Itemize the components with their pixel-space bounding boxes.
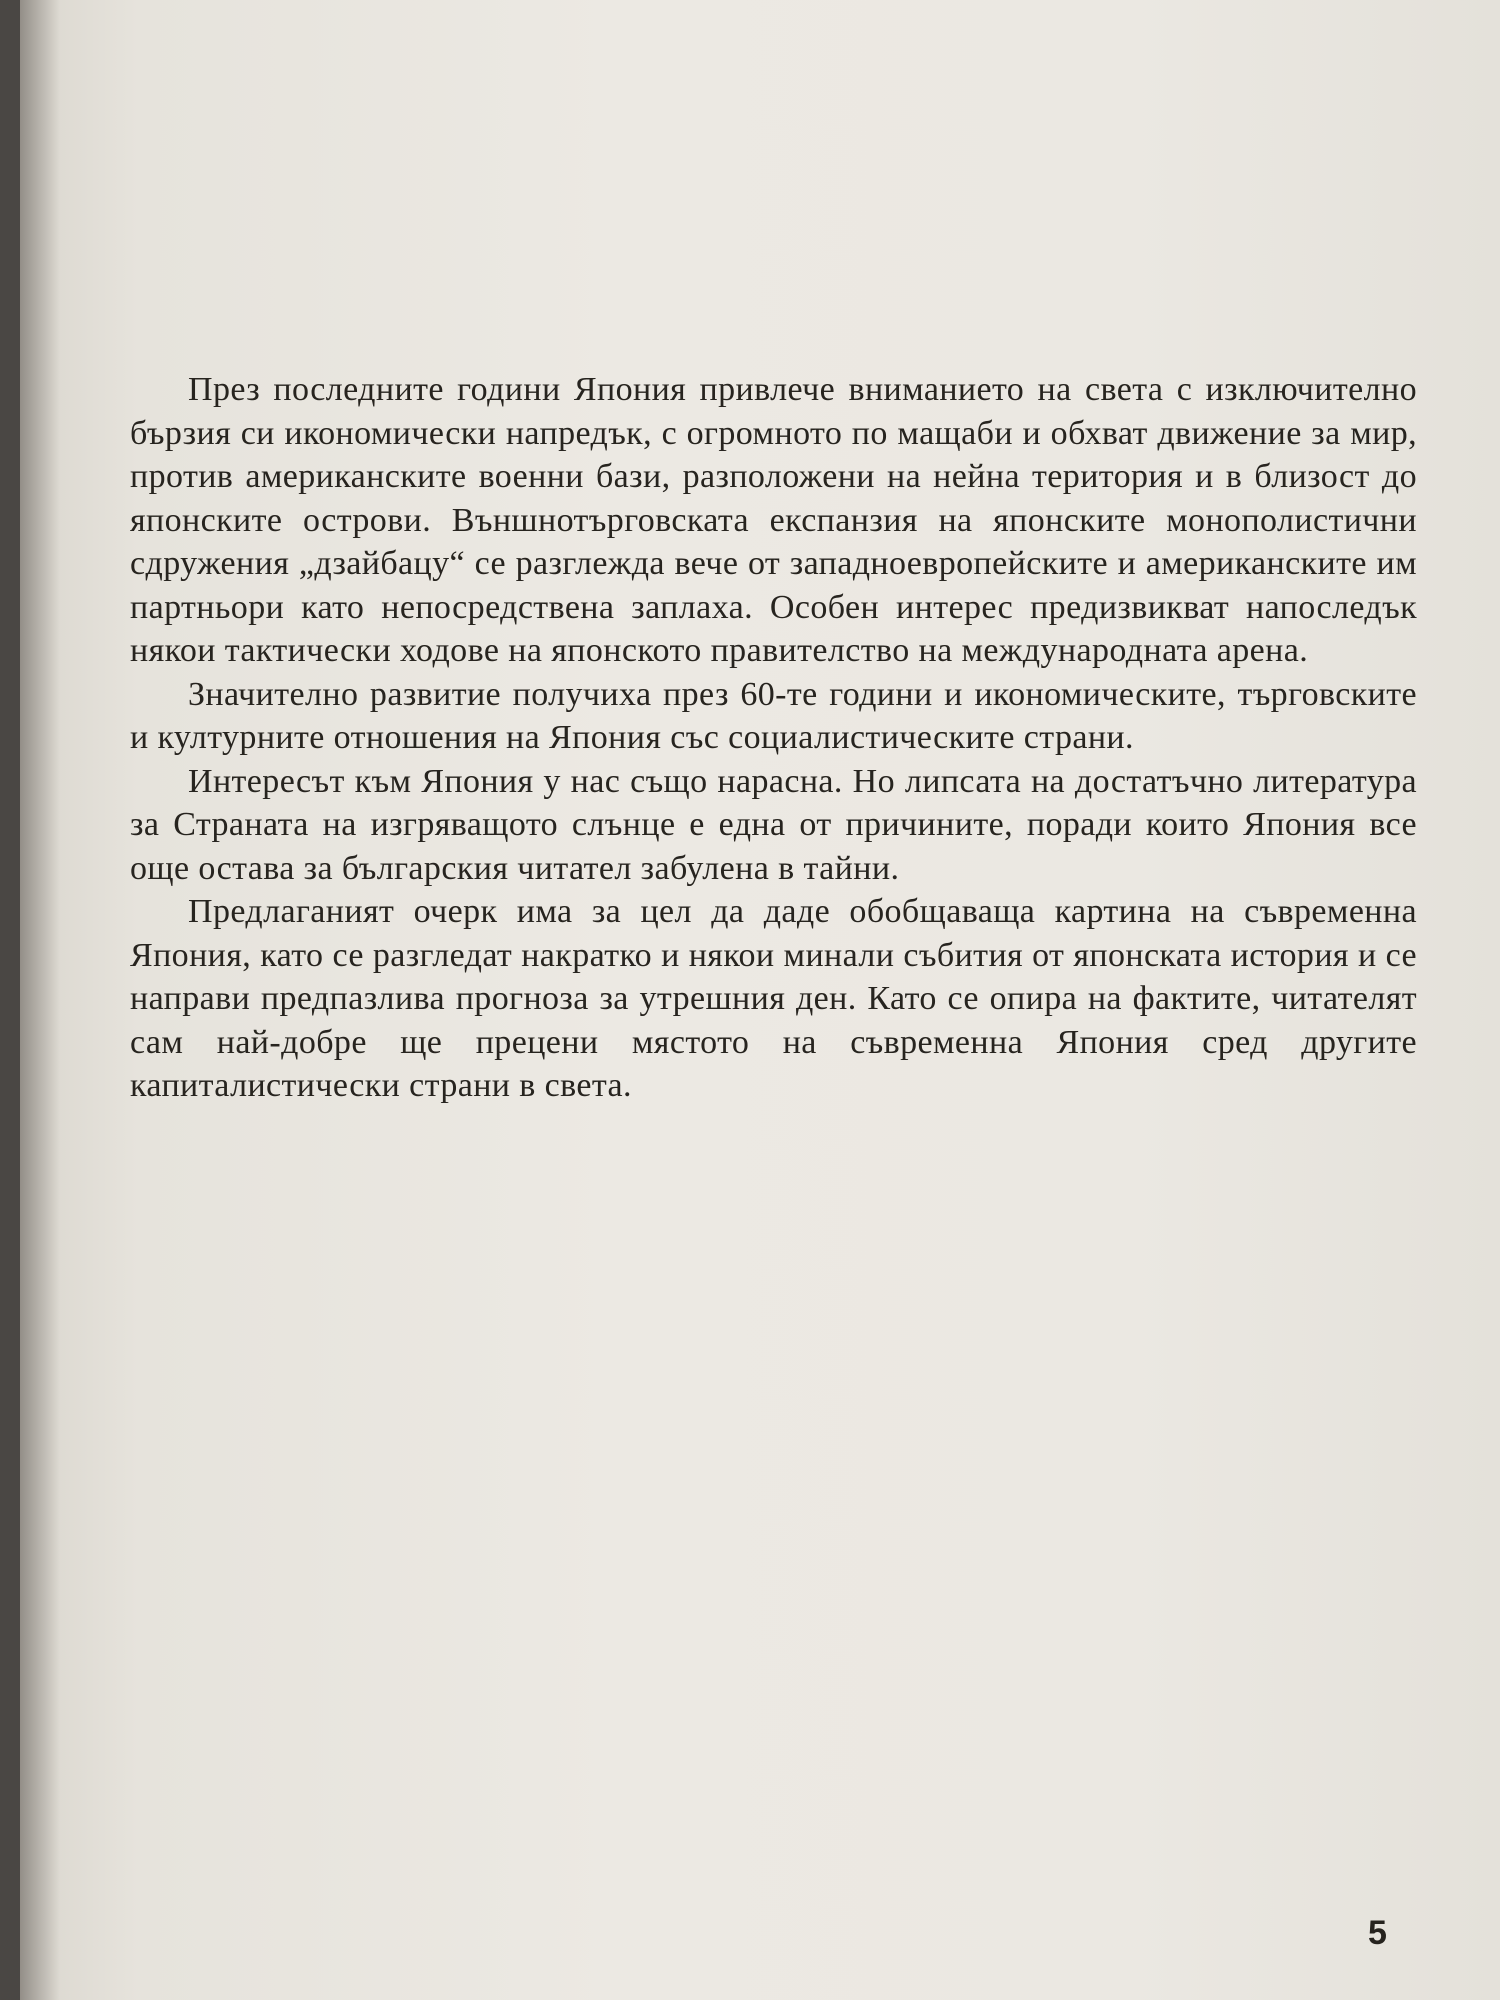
paragraph-1: През последните години Япония привлече вниманието на света с изключително бързия си икономически напредък, с огромното по мащаби и обхват движение за мир, против американските военни бази, разположени на нейна територия и в близост до японските острови. Външнотърговската експанзия на японските монополистични сдружения „дзайбацу“ се разглежда вече от западноевропейските и американските им партньори като непосредствена заплаха. Особен интерес предизвикват напоследък някои тактически ходове на японското правителство на международната арена. — [130, 371, 1417, 669]
page-number: 5 — [1368, 1914, 1387, 1952]
paragraph-2: Значително развитие получиха през 60-те години и икономическите, търговските и културните отношения на Япония със социалистическите страни. — [130, 675, 1417, 756]
book-page — [20, 0, 1500, 2000]
paragraph-4: Предлаганият очерк има за цел да даде обобщаваща картина на съвременна Япония, като се разгледат накратко и някои минали събития от японската история и се направи предпазлива прогноза за утрешния ден. Като се опира на фактите, читателят сам най-добре ще прецени мястото на съвременна Япония сред другите капиталистически страни в света. — [130, 893, 1417, 1104]
page-body — [130, 368, 1417, 1108]
paragraph-3: Интересът към Япония у нас също нарасна. Но липсата на достатъчно литература за Страната на изгряващото слънце е една от причините, поради които Япония все още остава за българския читател забулена в тайни. — [130, 762, 1417, 887]
page-gutter-shadow — [20, 0, 60, 2000]
